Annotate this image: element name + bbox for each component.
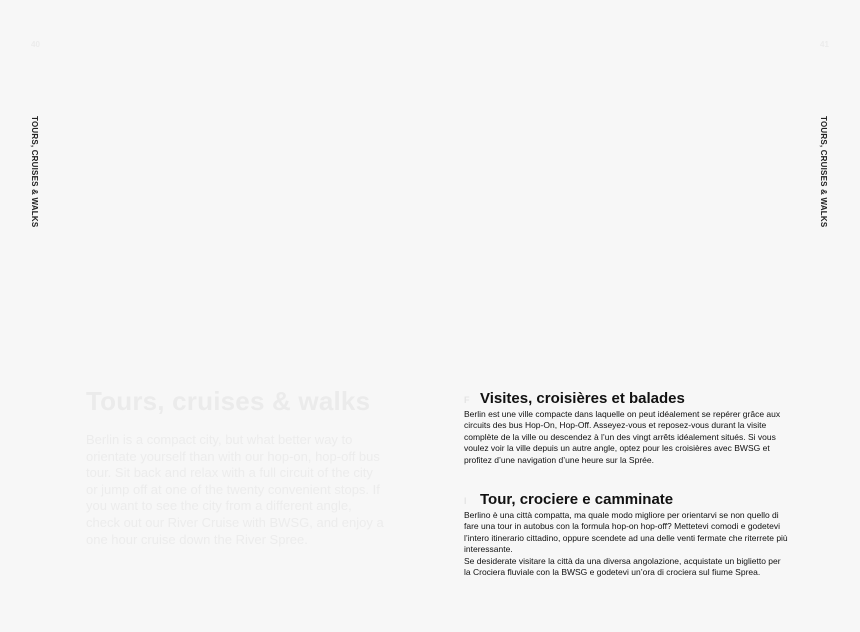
french-body: Berlin est une ville compacte dans laquelle on peut idéalement se repérer grâce aux circuits des bus Hop-On, Hop-Off. Asseyez-vous et reposez-vous durant la visite complète de la ville ou descendez à l’un des vingt arrêts idéalement situés. Si vous voulez voir la ville depuis un autre angle, optez pour les croisières avec BWSG et profitez d’une navigation d’une heure sur la Sprée. [464,409,781,465]
italian-language-code: I [464,496,467,506]
page-number-left: 40 [31,40,40,49]
italian-section [464,491,789,578]
french-title: Visites, croisières et balades [480,390,685,407]
french-heading [464,390,789,407]
english-body: Berlin is a compact city, but what better way to orientate yourself than with our hop-on, hop-off bus tour. Sit back and relax with a full circuit of the city or jump off at one of the twenty convenient stops. If you want to see the city from a different angle, check out our River Cruise with BWSG, and enjoy a one hour cruise down the River Spree. [86,432,384,547]
side-section-label-left: TOURS, CRUISES & WALKS [30,116,39,228]
french-section [464,390,789,466]
page-number-right: 41 [820,40,829,49]
italian-body-paragraph-1: Berlino è una città compatta, ma quale modo migliore per orientarvi se non quello di fare una tour in autobus con la formula hop-on hop-off? Mettetevi comodi e godetevi l’intero itinerario cittadino, oppure scendete ad una delle venti fermate che riterrete più interessante. [464,510,788,555]
italian-heading [464,491,789,508]
english-title: Tours, cruises & walks [86,386,371,416]
italian-body-paragraph-2: Se desiderate visitare la città da una diversa angolazione, acquistate un biglietto per la Crociera fluviale con la BWSG e godetevi un’ora di crociera sul fiume Sprea. [464,555,781,578]
french-language-code: F [464,395,470,405]
italian-title: Tour, crociere e camminate [480,491,674,508]
side-section-label-right: TOURS, CRUISES & WALKS [819,116,828,228]
